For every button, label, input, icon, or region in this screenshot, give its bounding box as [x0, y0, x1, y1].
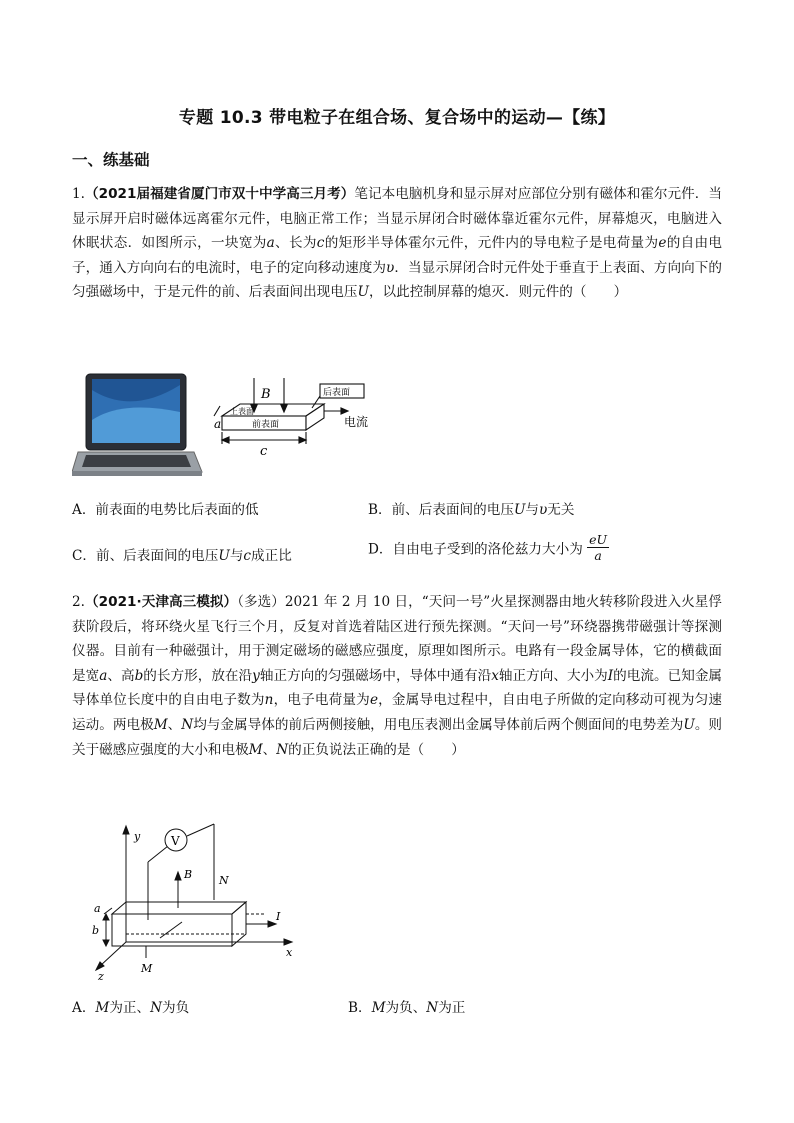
q1-option-c[interactable]: C．前、后表面间的电压U与c成正比	[72, 548, 292, 564]
question-number: 2.	[72, 594, 85, 610]
figure2-label-V: V	[171, 834, 180, 848]
figure2-label-y: y	[134, 830, 141, 843]
question-number: 1.	[72, 186, 85, 202]
figure-magnetometer	[86, 822, 316, 984]
q1-option-b[interactable]: B．前、后表面间的电压U与υ无关	[368, 502, 575, 518]
figure2-label-x: x	[286, 946, 293, 959]
fraction: $\frac{eU}{a}$	[589, 532, 608, 563]
question-source: （2021·天津高三模拟）	[84, 594, 238, 610]
figure-label-back-surface: 后表面	[323, 388, 351, 398]
question-source: （2021届福建省厦门市双十中学高三月考）	[84, 186, 355, 202]
q2-option-a[interactable]: A．M为正、N为负	[72, 1000, 190, 1016]
figure2-label-a: a	[94, 902, 101, 915]
question-2: 2.（2021·天津高三模拟）（多选）2021 年 2 月 10 日，“天问一号”火星探测器由地火转移阶段进入火星俘获阶段后，将环绕火星飞行三个月，反复对首选着陆区进行预先探测。“天问一号”环绕器携带磁强计等探测仪器。目前有一种磁强计，用于测定磁场的磁感应强度，原理如图所示。电路有一段金属导体，它的横截面是宽a、高b的长方形，放在沿y轴正方向的匀强磁场中，导体中通有沿x轴正方向、大小为I的电流。已知金属导体单位长度中的自由电子数为n，电子电荷量为e，金属导电过程中，自由电子所做的定向移动可视为匀速运动。两电极M、N均与金属导体的前后两侧接触，用电压表测出金属导体前后两个侧面间的电势差为U。则关于磁感应强度的大小和电极M、N的正负说法正确的是（ ）	[72, 594, 723, 758]
figure-label-front-surface: 前表面	[252, 420, 280, 430]
figure2-label-B: B	[184, 868, 193, 881]
figure-label-current: 电流	[344, 415, 369, 429]
laptop-image	[72, 374, 202, 476]
section-heading: 一、练基础	[72, 151, 150, 169]
q1-option-a[interactable]: A．前表面的电势比后表面的低	[72, 502, 259, 518]
figure-label-a: a	[214, 417, 222, 431]
question-1: 1.（2021届福建省厦门市双十中学高三月考）笔记本电脑机身和显示屏对应部位分别有磁体和霍尔元件．当显示屏开启时磁体远离霍尔元件，电脑正常工作；当显示屏闭合时磁体靠近霍尔元件，屏幕熄灭，电脑进入休眠状态．如图所示，一块宽为a、长为c的矩形半导体霍尔元件，元件内的导电粒子是电荷量为e的自由电子，通入方向向右的电流时，电子的定向移动速度为υ．当显示屏闭合时元件处于垂直于上表面、方向向下的匀强磁场中，于是元件的前、后表面间出现电压U，以此控制屏幕的熄灭．则元件的（ ）	[72, 186, 723, 301]
figure2-label-I: I	[276, 910, 281, 923]
figure-laptop-hall-element	[72, 370, 392, 482]
figure-label-top-surface: 上表面	[230, 407, 254, 416]
figure-label-c: c	[260, 444, 268, 459]
q2-option-b[interactable]: B．M为负、N为正	[348, 1000, 466, 1016]
figure2-label-N: N	[219, 874, 229, 887]
figure2-label-b: b	[92, 924, 100, 937]
figure-label-B: B	[261, 387, 271, 402]
q1-option-d[interactable]: D．自由电子受到的洛伦兹力大小为 $\frac{eU}{a}$	[368, 532, 608, 563]
figure2-label-M: M	[141, 962, 153, 975]
figure2-label-z: z	[98, 970, 104, 983]
page-title: 专题 10.3 带电粒子在组合场、复合场中的运动—【练】	[178, 108, 616, 128]
